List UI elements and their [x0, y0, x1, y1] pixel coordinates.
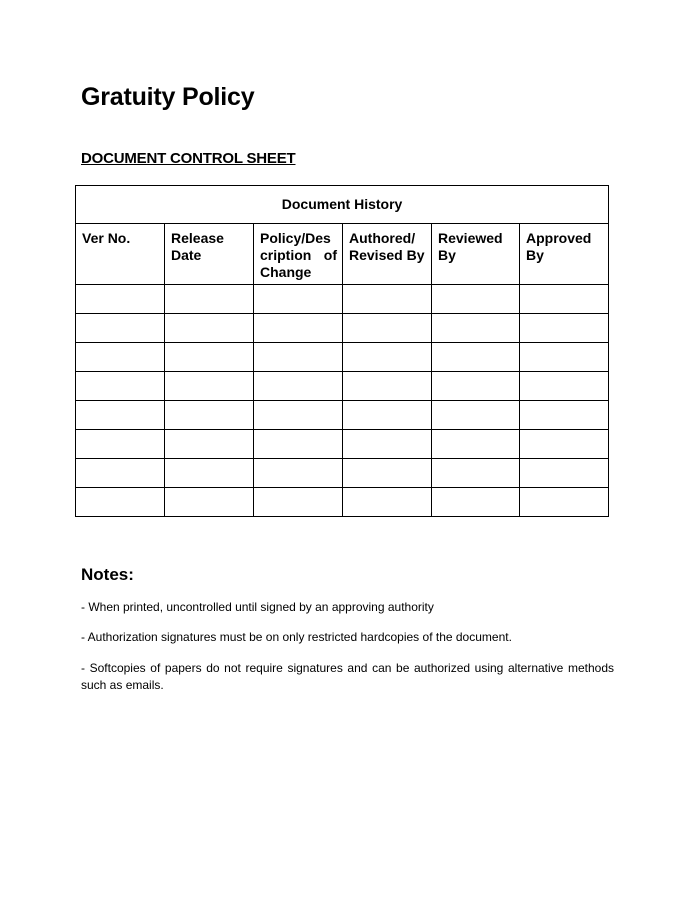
table-cell: [520, 372, 609, 401]
column-header-release-date: Release Date: [165, 224, 254, 285]
table-cell: [343, 372, 432, 401]
table-cell: [520, 401, 609, 430]
table-cell: [254, 285, 343, 314]
table-cell: [520, 488, 609, 517]
table-caption: Document History: [76, 186, 609, 224]
table-cell: [165, 372, 254, 401]
table-cell: [165, 314, 254, 343]
table-cell: [432, 401, 520, 430]
table-cell: [520, 314, 609, 343]
table-cell: [76, 401, 165, 430]
table-row: [76, 459, 609, 488]
section-heading: DOCUMENT CONTROL SHEET: [81, 150, 296, 167]
table-cell: [343, 343, 432, 372]
table-row: [76, 488, 609, 517]
table-cell: [520, 430, 609, 459]
table-cell: [432, 343, 520, 372]
table-cell: [165, 401, 254, 430]
table-row: [76, 401, 609, 430]
table-cell: [432, 488, 520, 517]
table-cell: [432, 314, 520, 343]
table-cell: [432, 285, 520, 314]
table-row: [76, 343, 609, 372]
table-row: [76, 430, 609, 459]
column-header-policy-description: Policy/Des cription of Change: [254, 224, 343, 285]
note-item: - Authorization signatures must be on only restricted hardcopies of the document.: [81, 630, 512, 644]
note-item: - Softcopies of papers do not require signatures and can be authorized using alternative methods such as emails.: [81, 661, 614, 692]
table-cell: [254, 459, 343, 488]
table-cell: [343, 459, 432, 488]
table-body: [76, 285, 609, 517]
table-cell: [520, 285, 609, 314]
column-header-authored-revised-by: Authored/ Revised By: [343, 224, 432, 285]
table-cell: [76, 343, 165, 372]
table-cell: [520, 459, 609, 488]
table-cell: [343, 314, 432, 343]
column-header-reviewed-by: Reviewed By: [432, 224, 520, 285]
table-row: [76, 314, 609, 343]
table-cell: [254, 314, 343, 343]
table-cell: [76, 459, 165, 488]
table-cell: [254, 430, 343, 459]
table-cell: [76, 430, 165, 459]
table-cell: [254, 372, 343, 401]
table-cell: [254, 401, 343, 430]
table-cell: [254, 343, 343, 372]
table-row: [76, 285, 609, 314]
table-cell: [165, 459, 254, 488]
table-cell: [343, 285, 432, 314]
note-item: - When printed, uncontrolled until signed by an approving authority: [81, 600, 434, 614]
table-cell: [432, 372, 520, 401]
page-title: Gratuity Policy: [81, 83, 255, 111]
table-cell: [343, 401, 432, 430]
table-caption-row: [76, 186, 609, 224]
table-cell: [432, 459, 520, 488]
table-header-row: [76, 224, 609, 285]
table-cell: [254, 488, 343, 517]
document-history-table: [75, 185, 609, 517]
table-cell: [165, 285, 254, 314]
column-header-approved-by: Approved By: [520, 224, 609, 285]
table-cell: [520, 343, 609, 372]
table-cell: [343, 430, 432, 459]
table-cell: [432, 430, 520, 459]
table-cell: [343, 488, 432, 517]
table-cell: [165, 430, 254, 459]
table-cell: [76, 372, 165, 401]
column-header-ver-no: Ver No.: [76, 224, 165, 285]
table-row: [76, 372, 609, 401]
table-cell: [76, 285, 165, 314]
table-cell: [76, 314, 165, 343]
notes-heading: Notes:: [81, 565, 134, 584]
table-cell: [76, 488, 165, 517]
table-cell: [165, 488, 254, 517]
table-cell: [165, 343, 254, 372]
